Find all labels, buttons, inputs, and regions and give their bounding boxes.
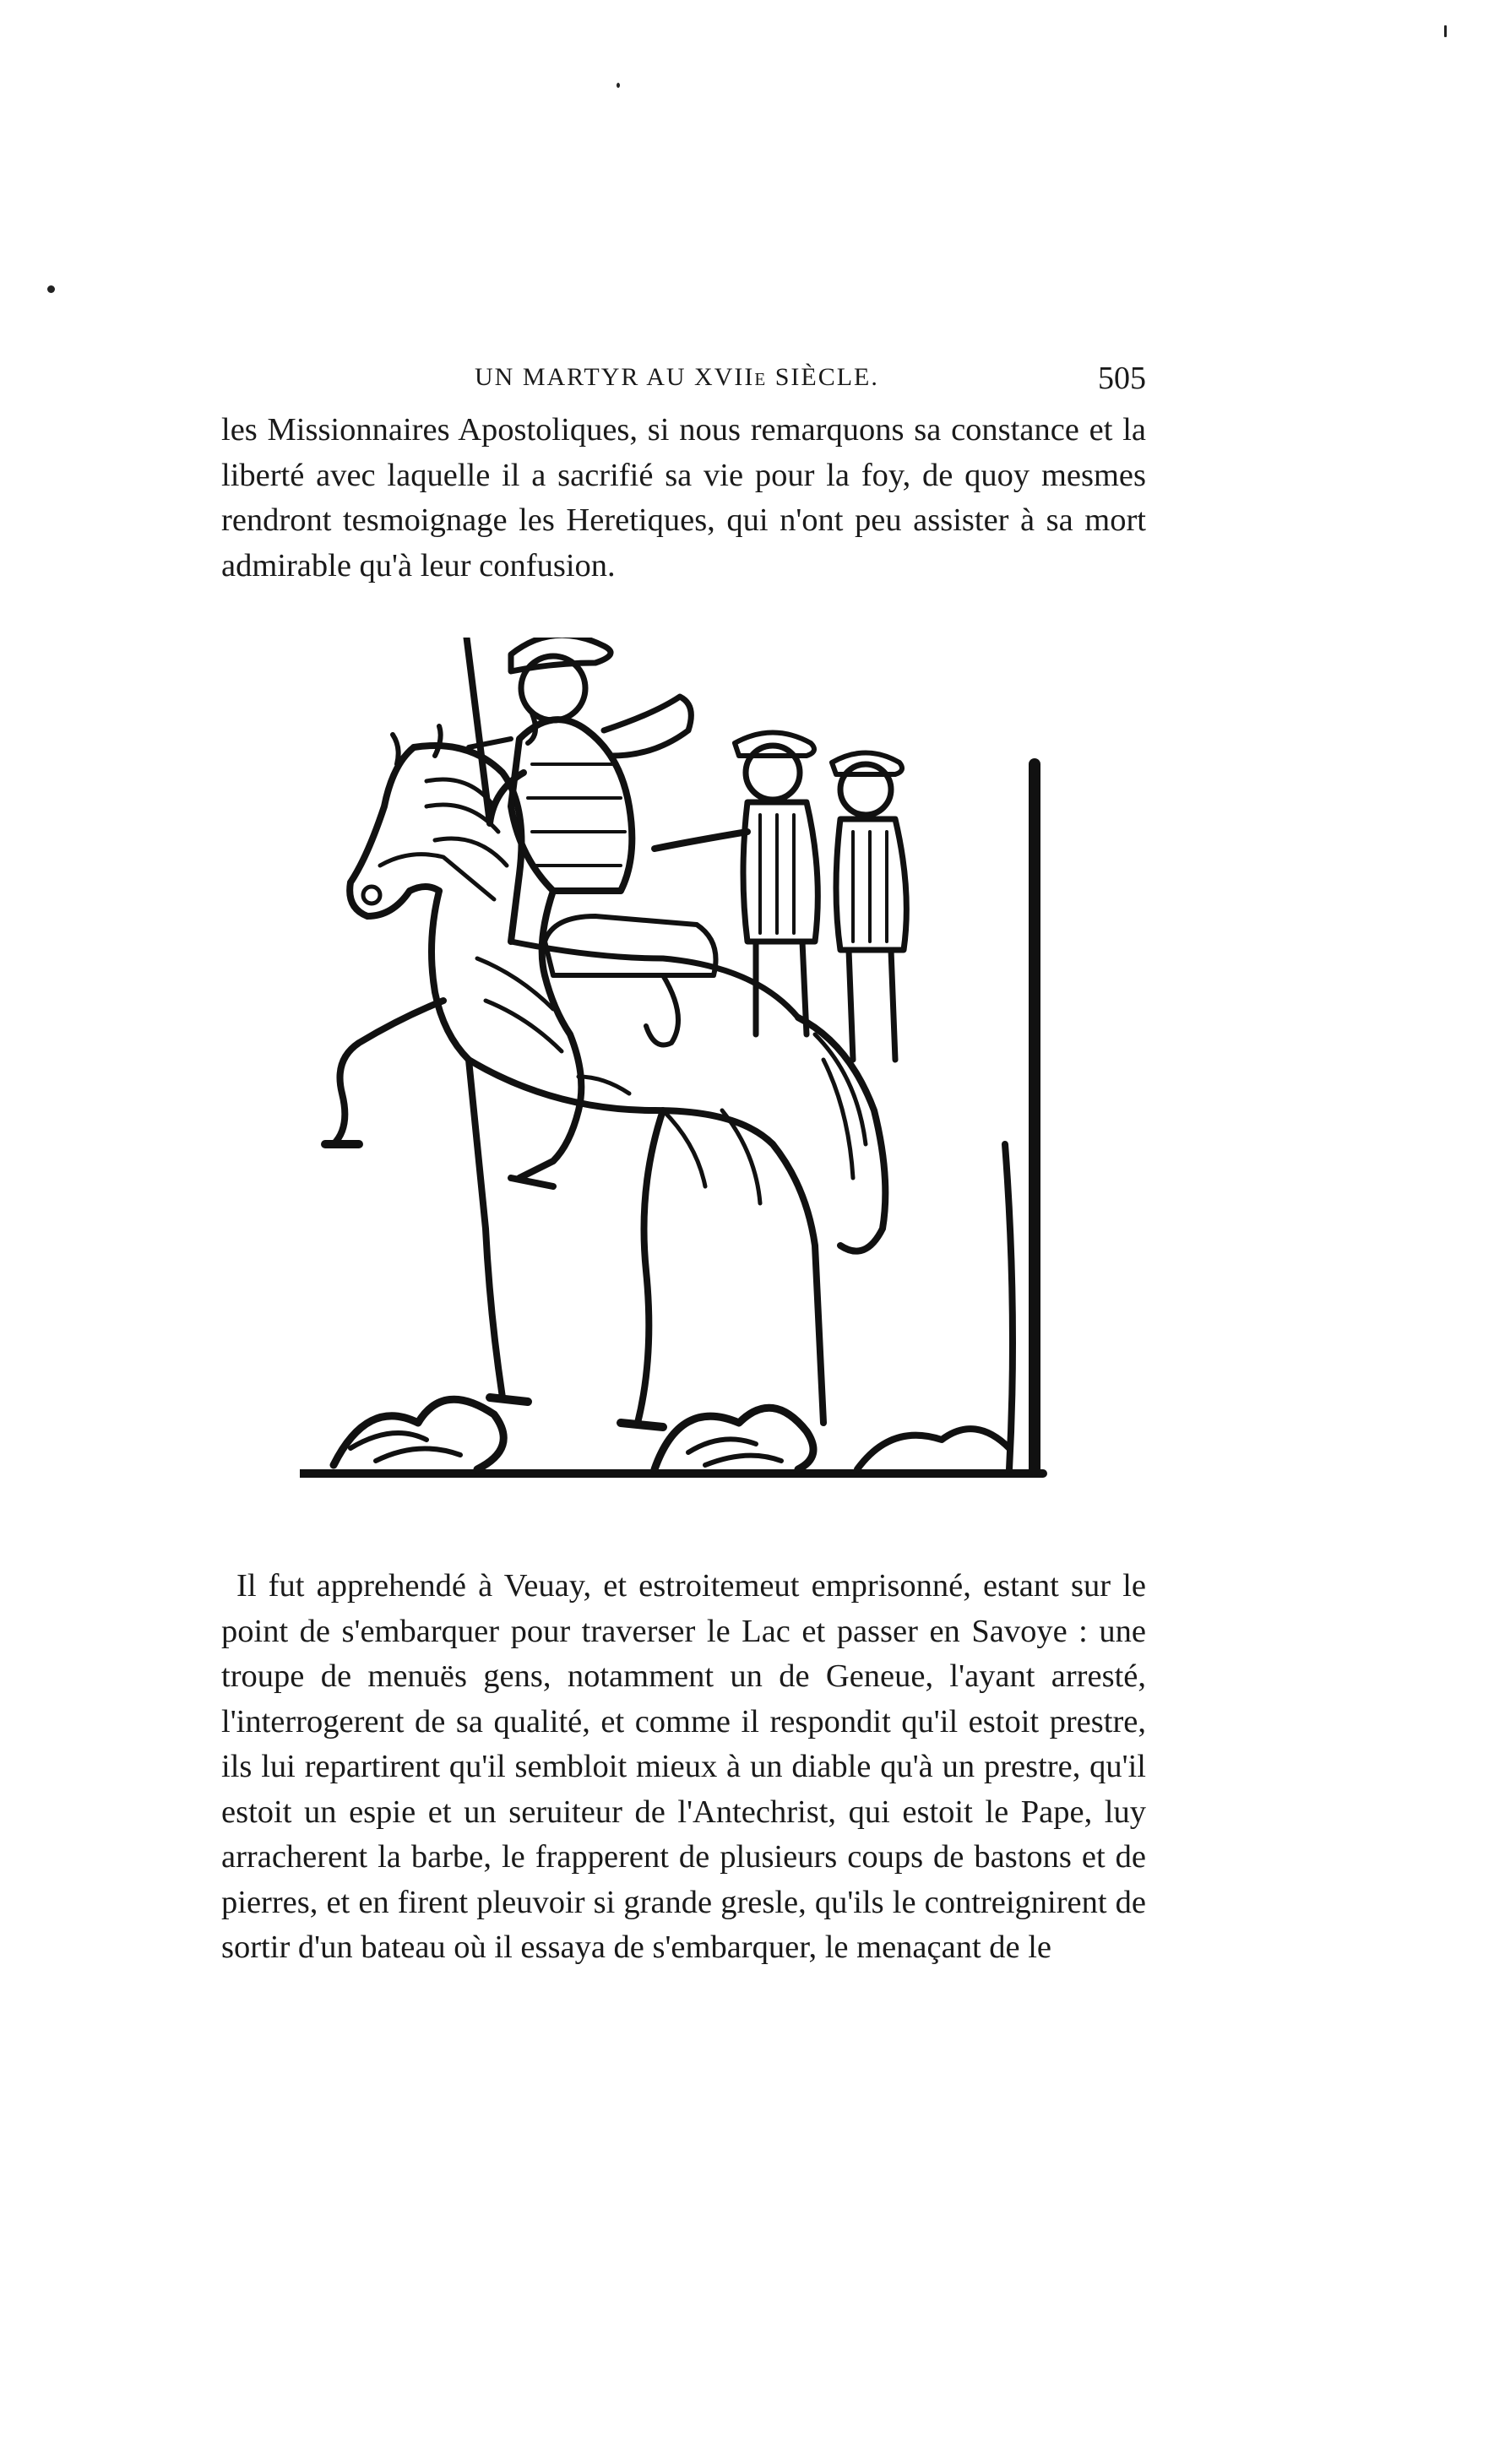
running-title: UN MARTYR AU XVIIe SIÈCLE. <box>475 363 879 391</box>
ink-speck <box>617 83 620 88</box>
top-paragraph: les Missionnaires Apostoliques, si nous remarquons sa constance et la liberté avec laquelle il a sacrifié sa vie pour la foy, de quoy mesmes rendront tesmoignage les Heretiques, qui n'ont peu assister à sa mort admirable qu'à leur confusion. <box>221 412 1146 583</box>
horseman-woodcut-icon <box>300 638 1060 1482</box>
top-paragraph-block <box>221 408 1146 589</box>
ink-speck <box>47 285 55 293</box>
bottom-paragraph-block <box>221 1564 1146 1971</box>
ink-speck <box>1444 25 1447 37</box>
page-number: 505 <box>1098 361 1146 396</box>
page-header <box>221 356 1146 407</box>
bottom-paragraph: Il fut apprehendé à Veuay, et estroitemeut emprisonné, estant sur le point de s'embarquer pour traverser le Lac et passer en Savoye : une troupe de menuës gens, notamment un de Geneue, l'ayant arresté, l'interrogerent de sa qualité, et comme il respondit qu'il estoit prestre, ils lui repartirent qu'il sembloit mieux à un diable qu'à un prestre, qu'il estoit un espie et un seruiteur de l'Antechrist, qui estoit le Pape, luy arracherent la barbe, le frapperent de plusieurs coups de bastons et de pierres, et en firent pleuvoir si grande gresle, qu'ils le contreignirent de sortir d'un bateau où il essaya de s'embarquer, le menaçant de le <box>221 1568 1146 1965</box>
woodcut-illustration <box>300 638 1060 1482</box>
